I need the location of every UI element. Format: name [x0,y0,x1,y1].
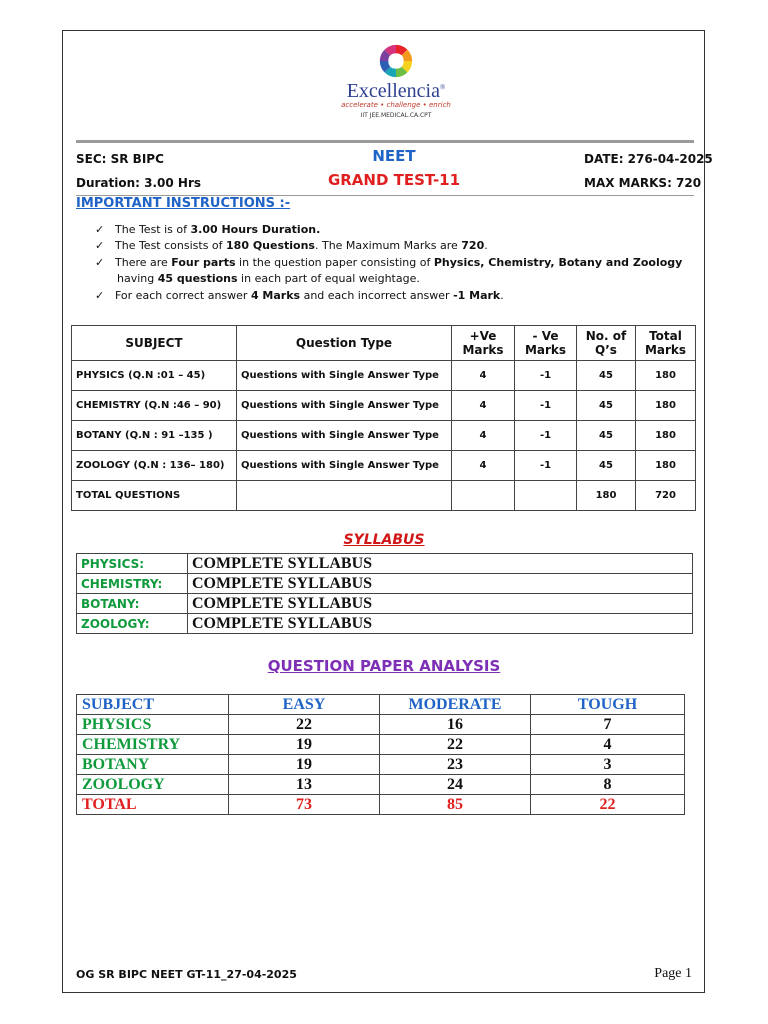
table-row [77,614,693,634]
table-row [72,451,696,481]
subject-cell: CHEMISTRY [77,735,229,755]
syllabus-table [76,553,693,634]
exam-name: NEET [372,147,416,165]
table-cell: 180 [636,421,696,451]
table-cell: 45 [577,451,636,481]
table-cell: TOTAL QUESTIONS [72,481,237,511]
table-cell: 22 [531,795,685,815]
header-divider [76,140,694,143]
table-row [72,361,696,391]
table-cell: -1 [515,391,577,421]
column-header: +Ve Marks [452,326,515,361]
table-cell: 4 [452,391,515,421]
instruction-item: ✓ For each correct answer 4 Marks and each incorrect answer -1 Mark. [95,289,504,302]
table-row [77,755,685,775]
column-header: Question Type [237,326,452,361]
page-number: Page 1 [654,966,692,981]
table-cell: 4 [452,451,515,481]
footer-document-id: OG SR BIPC NEET GT-11_27-04-2025 [76,968,297,981]
table-cell: 22 [229,715,380,735]
table-row [77,715,685,735]
subject-label: ZOOLOGY: [77,614,188,634]
table-cell: Questions with Single Answer Type [237,451,452,481]
excellencia-logo-icon [377,42,415,80]
check-icon: ✓ [95,239,105,252]
column-header: SUBJECT [72,326,237,361]
table-cell: ZOOLOGY (Q.N : 136– 180) [72,451,237,481]
marks-table [71,325,696,511]
subject-cell: TOTAL [77,795,229,815]
subject-label: PHYSICS: [77,554,188,574]
table-cell: 22 [380,735,531,755]
instruction-item: ✓ The Test consists of 180 Questions. The Maximum Marks are 720. [95,239,488,252]
table-cell: 45 [577,391,636,421]
syllabus-value: COMPLETE SYLLABUS [188,574,693,594]
column-header: SUBJECT [77,695,229,715]
table-cell: 3 [531,755,685,775]
table-row [77,554,693,574]
table-row [77,574,693,594]
table-cell: 45 [577,421,636,451]
test-name: GRAND TEST-11 [327,171,461,189]
table-cell: 13 [229,775,380,795]
table-cell: 73 [229,795,380,815]
table-cell: 720 [636,481,696,511]
table-cell [237,481,452,511]
table-cell: 8 [531,775,685,795]
table-cell: 24 [380,775,531,795]
duration-label: Duration: 3.00 Hrs [76,176,202,190]
instruction-item: ✓ The Test is of 3.00 Hours Duration. [95,223,321,236]
check-icon: ✓ [95,223,105,236]
analysis-title: QUESTION PAPER ANALYSIS [267,657,501,675]
table-cell: -1 [515,451,577,481]
table-cell: 7 [531,715,685,735]
table-cell: CHEMISTRY (Q.N :46 – 90) [72,391,237,421]
table-row [77,775,685,795]
table-header-row [77,695,685,715]
logo-subtitle: IIT JEE.MEDICAL.CA.CPT [360,112,432,119]
column-header: No. of Q’s [577,326,636,361]
column-header: Total Marks [636,326,696,361]
table-cell: 85 [380,795,531,815]
logo-name: Excellencia® [346,80,446,102]
table-row [72,421,696,451]
table-cell: Questions with Single Answer Type [237,361,452,391]
table-cell: 45 [577,361,636,391]
subject-label: CHEMISTRY: [77,574,188,594]
table-cell: PHYSICS (Q.N :01 – 45) [72,361,237,391]
column-header: EASY [229,695,380,715]
table-cell: 180 [577,481,636,511]
instruction-item-continued: having 45 questions in each part of equal weightage. [117,272,420,285]
table-total-row [77,795,685,815]
instruction-item: ✓ There are Four parts in the question paper consisting of Physics, Chemistry, Botany and Zoology [95,256,683,269]
max-marks: MAX MARKS: 720 [584,176,702,190]
subject-cell: ZOOLOGY [77,775,229,795]
syllabus-value: COMPLETE SYLLABUS [188,554,693,574]
table-cell: BOTANY (Q.N : 91 –135 ) [72,421,237,451]
check-icon: ✓ [95,256,105,269]
instructions-title: IMPORTANT INSTRUCTIONS :- [76,196,291,211]
table-row [77,594,693,614]
table-row [77,735,685,755]
table-cell: 16 [380,715,531,735]
column-header: - Ve Marks [515,326,577,361]
table-row [72,391,696,421]
table-cell [452,481,515,511]
exam-date: DATE: 276-04-2025 [584,152,713,166]
table-cell: 19 [229,755,380,775]
column-header: MODERATE [380,695,531,715]
table-cell: 19 [229,735,380,755]
table-cell: 180 [636,391,696,421]
syllabus-value: COMPLETE SYLLABUS [188,614,693,634]
table-header-row [72,326,696,361]
logo-tagline: accelerate • challenge • enrich [341,101,451,109]
section-label: SEC: SR BIPC [76,152,164,166]
column-header: TOUGH [531,695,685,715]
subject-cell: PHYSICS [77,715,229,735]
subject-label: BOTANY: [77,594,188,614]
syllabus-value: COMPLETE SYLLABUS [188,594,693,614]
table-cell: 180 [636,451,696,481]
table-cell: 23 [380,755,531,775]
table-cell: -1 [515,421,577,451]
table-cell: 4 [531,735,685,755]
subject-cell: BOTANY [77,755,229,775]
table-cell: Questions with Single Answer Type [237,391,452,421]
table-cell [515,481,577,511]
check-icon: ✓ [95,289,105,302]
table-total-row [72,481,696,511]
table-cell: Questions with Single Answer Type [237,421,452,451]
analysis-table [76,694,685,815]
table-cell: -1 [515,361,577,391]
syllabus-title: SYLLABUS [343,532,425,548]
table-cell: 4 [452,421,515,451]
table-cell: 180 [636,361,696,391]
table-cell: 4 [452,361,515,391]
